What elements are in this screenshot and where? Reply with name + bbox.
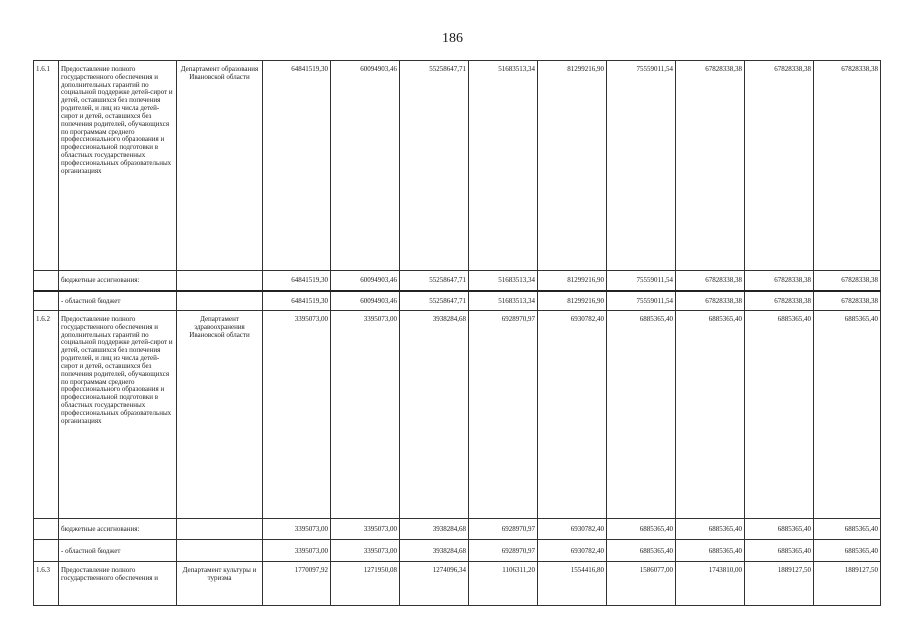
- value-cell: 67828338,38: [745, 61, 814, 271]
- value-cell: 67828338,38: [814, 61, 881, 271]
- row-executor: Департамент культуры и туризма: [177, 562, 263, 606]
- value-cell: 67828338,38: [676, 271, 745, 291]
- value-cell: 64841519,30: [263, 271, 331, 291]
- row-code: 1.6.2: [34, 311, 59, 519]
- value-cell: 3395073,00: [331, 519, 400, 540]
- value-cell: 75559011,54: [607, 271, 676, 291]
- value-cell: 51683513,34: [469, 291, 538, 311]
- row-executor: Департамент образования Ивановской области: [177, 61, 263, 271]
- row-description: Предоставление полного государственного обеспечения и дополнительных гарантий по социальной поддержке детей-сирот и детей, оставшихся без попечения родителей, и лиц из числа детей-сирот и детей, оставшихся без попечения родителей, обучающихся по программам среднего профессионального образования и профессиональной подготовки в областных государственных профессиональных образовательных организациях: [59, 311, 177, 519]
- value-cell: 60094903,46: [331, 271, 400, 291]
- value-cell: 6885365,40: [745, 311, 814, 519]
- value-cell: 60094903,46: [331, 291, 400, 311]
- value-cell: 55258647,71: [400, 61, 469, 271]
- row-description: Предоставление полного государственного обеспечения и: [59, 562, 177, 606]
- value-cell: 3395073,00: [263, 311, 331, 519]
- value-cell: 3938284,68: [400, 540, 469, 562]
- value-cell: 51683513,34: [469, 271, 538, 291]
- table-row: [34, 311, 881, 519]
- row-code: 1.6.1: [34, 61, 59, 271]
- value-cell: 1271950,08: [331, 562, 400, 606]
- empty-cell: [34, 540, 59, 562]
- table-row: [34, 291, 881, 311]
- table-row: [34, 562, 881, 606]
- value-cell: 1743810,00: [676, 562, 745, 606]
- value-cell: 67828338,38: [814, 271, 881, 291]
- value-cell: 6885365,40: [814, 519, 881, 540]
- value-cell: 6885365,40: [814, 311, 881, 519]
- value-cell: 1770097,92: [263, 562, 331, 606]
- value-cell: 6928970,97: [469, 311, 538, 519]
- value-cell: 64841519,30: [263, 291, 331, 311]
- row-code: 1.6.3: [34, 562, 59, 606]
- value-cell: 3938284,68: [400, 311, 469, 519]
- value-cell: 55258647,71: [400, 291, 469, 311]
- value-cell: 6885365,40: [676, 311, 745, 519]
- value-cell: 6885365,40: [676, 540, 745, 562]
- value-cell: 67828338,38: [814, 291, 881, 311]
- value-cell: 1106311,20: [469, 562, 538, 606]
- value-cell: 81299216,90: [538, 271, 607, 291]
- value-cell: 67828338,38: [745, 291, 814, 311]
- value-cell: 6930782,40: [538, 519, 607, 540]
- table-row: [34, 540, 881, 562]
- budget-allocations-label: бюджетные ассигнования:: [59, 519, 177, 540]
- empty-cell: [34, 519, 59, 540]
- value-cell: 81299216,90: [538, 291, 607, 311]
- row-description: Предоставление полного государственного обеспечения и дополнительных гарантий по социальной поддержке детей-сирот и детей, оставшихся без попечения родителей, и лиц из числа детей-сирот и детей, оставшихся без попечения родителей, обучающихся по программам среднего профессионального образования и профессиональной подготовки в областных государственных профессиональных образовательных организациях: [59, 61, 177, 271]
- value-cell: 1586077,00: [607, 562, 676, 606]
- value-cell: 1889127,50: [745, 562, 814, 606]
- value-cell: 6885365,40: [814, 540, 881, 562]
- value-cell: 67828338,38: [676, 291, 745, 311]
- value-cell: 64841519,30: [263, 61, 331, 271]
- value-cell: 6885365,40: [607, 519, 676, 540]
- empty-cell: [177, 519, 263, 540]
- value-cell: 6885365,40: [676, 519, 745, 540]
- regional-budget-label: - областной бюджет: [59, 540, 177, 562]
- row-executor: Департамент здравоохранения Ивановской области: [177, 311, 263, 519]
- value-cell: 1889127,50: [814, 562, 881, 606]
- table-row: [34, 519, 881, 540]
- value-cell: 67828338,38: [676, 61, 745, 271]
- value-cell: 51683513,34: [469, 61, 538, 271]
- empty-cell: [34, 271, 59, 291]
- empty-cell: [34, 291, 59, 311]
- page-number: 186: [442, 31, 463, 46]
- value-cell: 81299216,90: [538, 61, 607, 271]
- value-cell: 3395073,00: [331, 540, 400, 562]
- budget-allocations-label: бюджетные ассигнования:: [59, 271, 177, 291]
- value-cell: 3395073,00: [331, 311, 400, 519]
- value-cell: 6930782,40: [538, 540, 607, 562]
- value-cell: 75559011,54: [607, 61, 676, 271]
- empty-cell: [177, 291, 263, 311]
- budget-table: [33, 60, 881, 606]
- regional-budget-label: - областной бюджет: [59, 291, 177, 311]
- value-cell: 6928970,97: [469, 540, 538, 562]
- value-cell: 6885365,40: [607, 311, 676, 519]
- value-cell: 67828338,38: [745, 271, 814, 291]
- value-cell: 1274096,34: [400, 562, 469, 606]
- value-cell: 3395073,00: [263, 519, 331, 540]
- value-cell: 75559011,54: [607, 291, 676, 311]
- value-cell: 3938284,68: [400, 519, 469, 540]
- value-cell: 3395073,00: [263, 540, 331, 562]
- value-cell: 6885365,40: [745, 540, 814, 562]
- value-cell: 55258647,71: [400, 271, 469, 291]
- empty-cell: [177, 540, 263, 562]
- value-cell: 1554416,80: [538, 562, 607, 606]
- value-cell: 6930782,40: [538, 311, 607, 519]
- table-row: [34, 271, 881, 291]
- empty-cell: [177, 271, 263, 291]
- value-cell: 6885365,40: [745, 519, 814, 540]
- value-cell: 60094903,46: [331, 61, 400, 271]
- value-cell: 6928970,97: [469, 519, 538, 540]
- value-cell: 6885365,40: [607, 540, 676, 562]
- table-row: [34, 61, 881, 271]
